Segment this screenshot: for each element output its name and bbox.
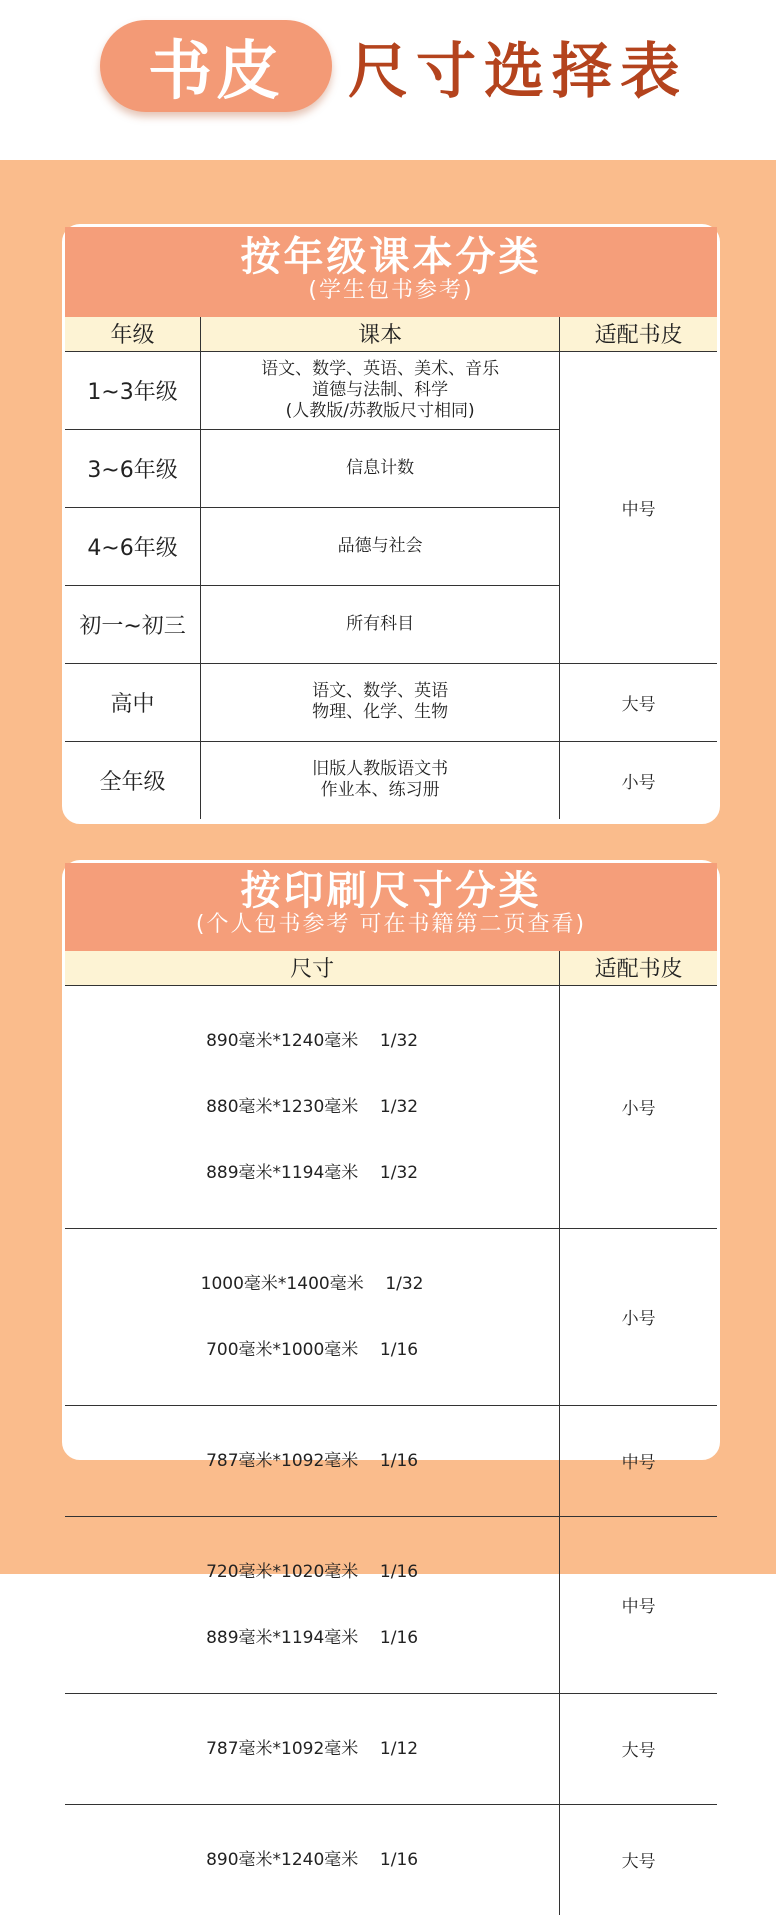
col-header-grade: 年级: [65, 317, 201, 351]
fit-cell-merged: 中号: [560, 351, 717, 663]
size-line: 1000毫米*1400毫米 1/32: [200, 1273, 424, 1294]
table-row: [65, 663, 717, 741]
size-table-header: [65, 951, 717, 985]
grade-cell: 初一~初三: [65, 585, 201, 663]
size-line: 720毫米*1020毫米 1/16: [206, 1561, 419, 1582]
size-line: 890毫米*1240毫米 1/16: [206, 1849, 419, 1870]
books-line: 道德与法制、科学: [312, 379, 449, 400]
table-row: [65, 1228, 717, 1405]
table-row: [65, 1804, 717, 1915]
size-card: [62, 860, 720, 1872]
grade-cell: 4~6年级: [65, 507, 201, 585]
books-line: (人教版/苏教版尺寸相同): [285, 400, 475, 421]
books-cell: [201, 429, 560, 507]
page-title: 尺寸选择表: [348, 37, 688, 107]
title-highlight: 书皮: [148, 35, 284, 109]
table-row: [65, 1516, 717, 1693]
size-cell: [65, 1516, 560, 1693]
size-cell: [65, 985, 560, 1228]
books-cell: [201, 507, 560, 585]
size-line: 889毫米*1194毫米 1/16: [206, 1627, 419, 1648]
grade-card-header: [65, 227, 717, 317]
size-cell: [65, 1405, 560, 1516]
fit-cell: 小号: [560, 985, 717, 1228]
fit-cell: 中号: [560, 1516, 717, 1693]
books-cell: [201, 663, 560, 741]
books-cell: [201, 351, 560, 429]
table-row: [65, 985, 717, 1228]
books-line: 作业本、练习册: [320, 780, 440, 801]
books-line: 所有科目: [346, 613, 415, 634]
title-highlight-pill: [100, 20, 332, 112]
fit-cell: 小号: [560, 741, 717, 819]
col-header-fit: 适配书皮: [560, 317, 717, 351]
size-cell: [65, 1693, 560, 1804]
table-row: [65, 1405, 717, 1516]
fit-cell: 大号: [560, 1804, 717, 1915]
size-line: 787毫米*1092毫米 1/16: [206, 1450, 419, 1471]
books-line: 物理、化学、生物: [312, 702, 449, 722]
books-line: 旧版人教版语文书: [312, 759, 449, 780]
col-header-fit: 适配书皮: [560, 951, 717, 985]
books-line: 语文、数学、英语、美术、音乐: [261, 358, 500, 379]
books-cell: [201, 741, 560, 819]
size-card-title: 按印刷尺寸分类: [240, 868, 542, 914]
size-cell: [65, 1228, 560, 1405]
col-header-books: 课本: [201, 317, 560, 351]
books-cell: [201, 585, 560, 663]
page-header: [0, 0, 776, 160]
size-table: [65, 951, 717, 1915]
size-line: 787毫米*1092毫米 1/12: [206, 1738, 419, 1759]
col-header-size: 尺寸: [65, 951, 560, 985]
grade-cell: 全年级: [99, 769, 166, 795]
grade-cell: 1~3年级: [65, 351, 201, 429]
fit-cell: 大号: [560, 1693, 717, 1804]
size-line: 880毫米*1230毫米 1/32: [206, 1096, 419, 1117]
table-row: [65, 1693, 717, 1804]
grade-table: [65, 317, 717, 819]
grade-card: [62, 224, 720, 824]
grade-cell: 3~6年级: [65, 429, 201, 507]
table-row: [65, 351, 717, 429]
size-card-subtitle: (个人包书参考 可在书籍第二页查看): [195, 912, 587, 937]
size-line: 700毫米*1000毫米 1/16: [206, 1339, 419, 1360]
grade-card-title: 按年级课本分类: [240, 234, 542, 280]
size-cell: [65, 1804, 560, 1915]
table-row: [65, 741, 717, 819]
size-line: 890毫米*1240毫米 1/32: [206, 1030, 419, 1051]
fit-cell: 大号: [560, 663, 717, 741]
size-line: 889毫米*1194毫米 1/32: [206, 1162, 419, 1183]
fit-cell: 中号: [560, 1405, 717, 1516]
books-line: 信息计数: [346, 457, 415, 478]
grade-card-subtitle: (学生包书参考): [308, 278, 474, 303]
books-line: 品德与社会: [337, 535, 423, 556]
grade-table-header: [65, 317, 717, 351]
fit-cell: 小号: [560, 1228, 717, 1405]
size-card-header: [65, 863, 717, 951]
grade-cell: 高中: [65, 663, 201, 741]
books-line: 语文、数学、英语: [312, 681, 449, 701]
